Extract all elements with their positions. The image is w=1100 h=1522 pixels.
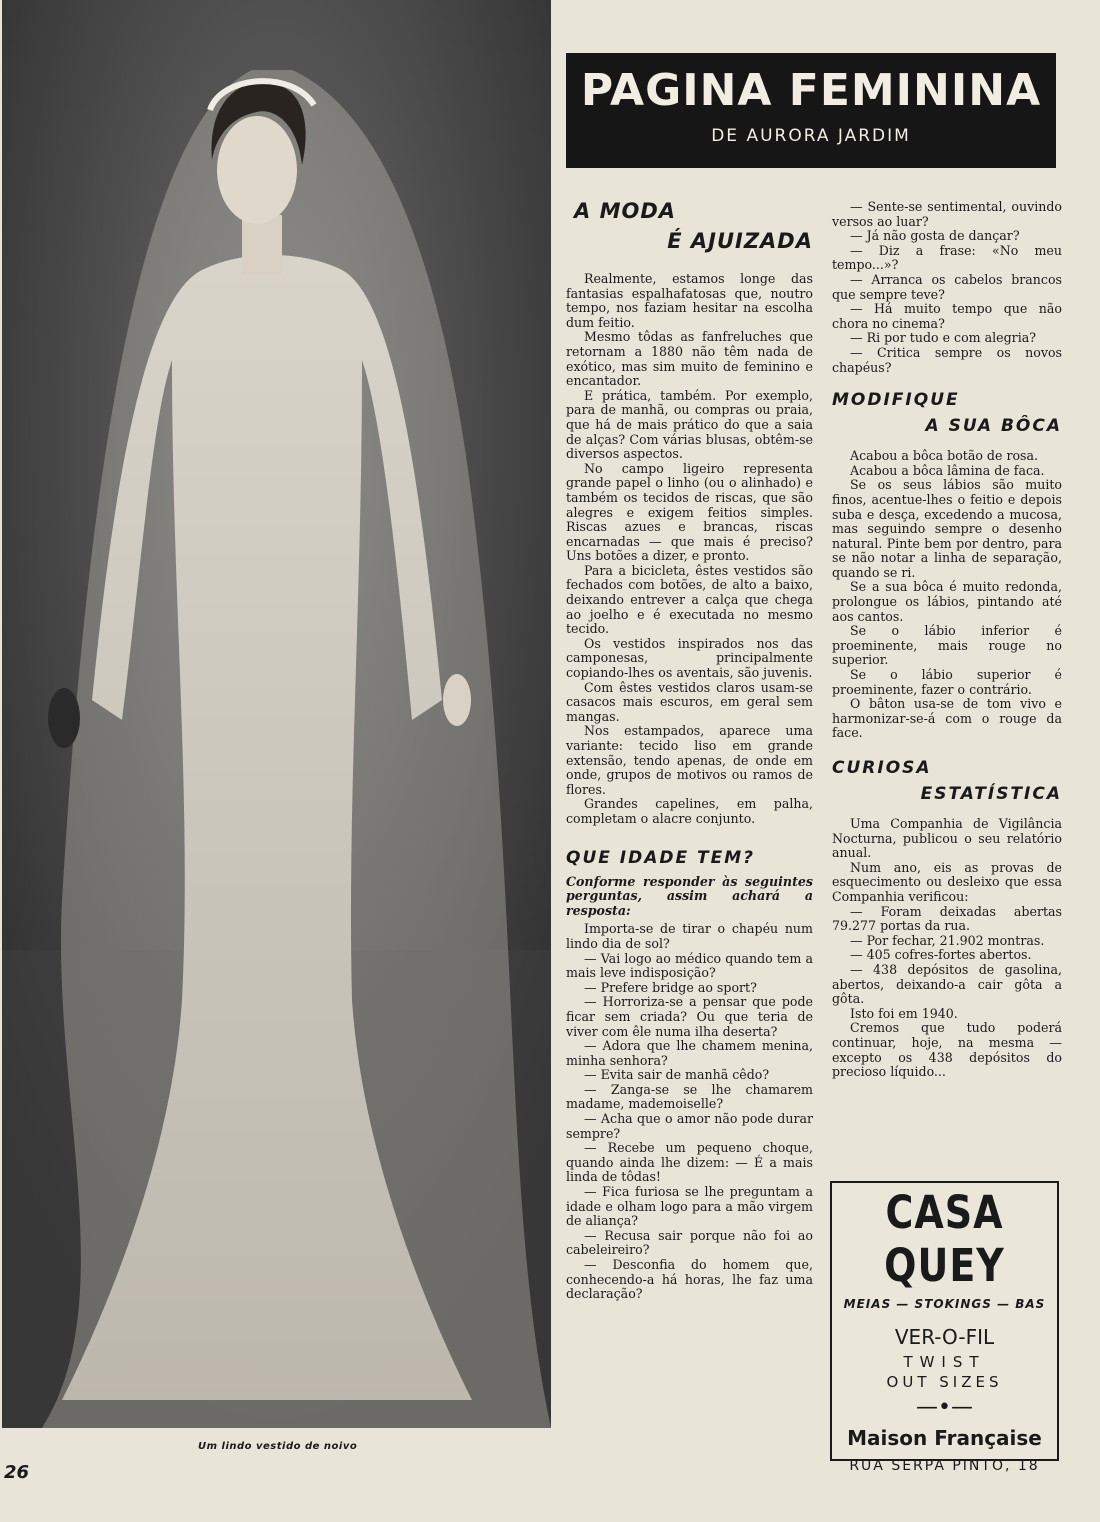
- article-title-idade: QUE IDADE TEM?: [566, 847, 756, 868]
- article-title-estatistica-2: ESTATÍSTICA: [920, 784, 1062, 804]
- paragraph: Se o lábio inferior é proeminente, mais rouge no superior.: [832, 623, 1062, 668]
- paragraph: Os vestidos inspirados nos das camponesas, principalmente copiando-lhes os aventais, são juvenis.: [566, 635, 813, 681]
- paragraph: Se os seus lábios são muito finos, acentue-lhes o feitio e depois suba e desça, excedendo a mucosa, mas seguindo sempre o desenho natural. Pinte bem por dentro, para se não notar a linha de separação, quando se ri.: [832, 477, 1062, 580]
- paragraph: Realmente, estamos longe das fantasias espalhafatosas que, noutro tempo, nos faziam hesitar na escolha dum feitio.: [566, 271, 813, 330]
- quiz-question: — Sente-se sentimental, ouvindo versos ao luar?: [832, 199, 1062, 229]
- ad-maison: Maison Française: [847, 1426, 1042, 1450]
- paragraph: — 405 cofres-fortes abertos.: [850, 947, 1032, 963]
- paragraph: Mesmo tôdas as fanfreluches que retornam a 1880 não têm nada de exótico, mas sim muito de feminino e encantador.: [566, 329, 813, 389]
- quiz-question: — Há muito tempo que não chora no cinema?: [832, 301, 1062, 331]
- ad-divider: —•—: [916, 1395, 973, 1420]
- quiz-question: — Recusa sair porque não foi ao cabeleireiro?: [566, 1227, 813, 1258]
- paragraph: Cremos que tudo poderá continuar, hoje, na mesma — excepto os 438 depósitos do precioso líquido...: [832, 1020, 1062, 1080]
- quiz-question: — Ri por tudo e com alegria?: [850, 330, 1036, 346]
- paragraph: Se a sua bôca é muito redonda, prolongue os lábios, pintando até aos cantos.: [832, 579, 1062, 624]
- quiz-question: — Diz a frase: «No meu tempo...»?: [832, 242, 1062, 273]
- column-left: [566, 196, 813, 1302]
- bride-face: [217, 116, 297, 224]
- quiz-question: — Já não gosta de dançar?: [850, 228, 1020, 244]
- photo-caption: Um lindo vestido de noivo: [198, 1441, 358, 1452]
- quiz-question: — Critica sempre os novos chapéus?: [832, 344, 1062, 375]
- article-title-boca-2: A SUA BÔCA: [925, 416, 1062, 437]
- ad-line-twist: TWIST: [903, 1353, 986, 1371]
- article-title-moda-1: A MODA: [574, 199, 676, 223]
- quiz-question: — Recebe um pequeno choque, quando ainda lhe dizem: — É a mais linda de tôdas!: [566, 1140, 813, 1185]
- paragraph: No campo ligeiro representa grande papel o linho (ou o alinhado) e também os tecidos de riscas, que são alegres e exigem feitios simples. Riscas azues e brancas, riscas encarnadas — que mais é preciso? Uns botões a dizer, e pronto.: [566, 460, 813, 564]
- quiz-question: — Zanga-se se lhe chamarem madame, mademoiselle?: [566, 1081, 813, 1112]
- column-right: [832, 200, 1062, 1080]
- paragraph: Se o lábio superior é proeminente, fazer o contrário.: [832, 667, 1062, 697]
- masthead: [566, 53, 1056, 168]
- quiz-question: — Evita sair de manhã cêdo?: [584, 1067, 770, 1083]
- ad-subtitle: MEIAS — STOKINGS — BAS: [843, 1297, 1046, 1311]
- quiz-question: — Desconfia do homem que, conhecendo-a há horas, lhe faz uma declaração?: [566, 1257, 813, 1302]
- paragraph: Para a bicicleta, êstes vestidos são fechados com botões, de alto a baixo, deixando entrever a calça que chega ao joelho e é executada no mesmo tecido.: [566, 562, 813, 637]
- paragraph: Com êstes vestidos claros usam-se casacos mais escuros, em geral sem mangas.: [566, 679, 813, 724]
- quiz-question: — Horroriza-se a pensar que pode ficar sem criada? Ou que teria de viver com êle numa ilha deserta?: [566, 994, 813, 1039]
- bride-illustration: [2, 0, 551, 1428]
- paragraph: Nos estampados, aparece uma variante: tecido liso em grande extensão, tendo apenas, de onde em onde, grupos de motivos ou ramos de flores.: [566, 723, 813, 797]
- ad-line-sizes: OUT SIZES: [886, 1373, 1003, 1391]
- paragraph: — Por fechar, 21.902 montras.: [850, 932, 1045, 948]
- article-title-estatistica-1: CURIOSA: [832, 758, 932, 778]
- quiz-question: — Vai logo ao médico quando tem a mais leve indisposição?: [566, 950, 813, 981]
- quiz-question: — Prefere bridge ao sport?: [584, 979, 757, 995]
- paragraph: Grandes capelines, em palha, completam o alacre conjunto.: [566, 796, 813, 826]
- paragraph: O bâton usa-se de tom vivo e harmonizar-se-á com o rouge da face.: [832, 696, 1062, 741]
- section-byline: DE AURORA JARDIM: [711, 126, 911, 146]
- quiz-question: — Fica furiosa se lhe preguntam a idade e olham logo para a mão virgem de aliança?: [566, 1184, 813, 1229]
- section-title: PAGINA FEMININA: [580, 65, 1042, 116]
- ad-address: RUA SERPA PINTO, 18: [849, 1458, 1040, 1474]
- quiz-question: — Arranca os cabelos brancos que sempre teve?: [832, 271, 1062, 302]
- paragraph: Acabou a bôca lâmina de faca.: [850, 462, 1045, 478]
- paragraph: Acabou a bôca botão de rosa.: [850, 448, 1039, 464]
- quiz-question: Importa-se de tirar o chapéu num lindo dia de sol?: [566, 921, 813, 951]
- article-title-moda-2: É AJUIZADA: [667, 229, 813, 253]
- page-number: 26: [4, 1462, 30, 1483]
- paragraph: Num ano, eis as provas de esquecimento ou desleixo que essa Companhia verificou:: [832, 859, 1062, 904]
- paragraph: — 438 depósitos de gasolina, abertos, deixando-a cair gôta a gôta.: [832, 961, 1062, 1007]
- paragraph: E prática, também. Por exemplo, para de manhã, ou compras ou praia, que há de mais prático do que a saia de alças? Com várias blusas, obtêm-se diversos aspectos.: [566, 387, 813, 462]
- paragraph: — Foram deixadas abertas 79.277 portas da rua.: [832, 903, 1062, 934]
- quiz-question: — Adora que lhe chamem menina, minha senhora?: [566, 1038, 813, 1068]
- paragraph: Isto foi em 1940.: [850, 1005, 958, 1021]
- ad-store-name: CASA QUEY: [884, 1186, 1005, 1292]
- advertisement-casa-quey: [830, 1181, 1059, 1474]
- quiz-question: — Acha que o amor não pode durar sempre?: [566, 1111, 813, 1141]
- ad-brand: VER-O-FIL: [894, 1325, 995, 1349]
- quiz-intro: Conforme responder às seguintes perguntas, assim achará a resposta:: [566, 873, 813, 918]
- bride-photo: [2, 0, 551, 1428]
- paragraph: Uma Companhia de Vigilância Nocturna, publicou o seu relatório anual.: [832, 816, 1062, 861]
- article-title-boca-1: MODIFIQUE: [832, 390, 960, 411]
